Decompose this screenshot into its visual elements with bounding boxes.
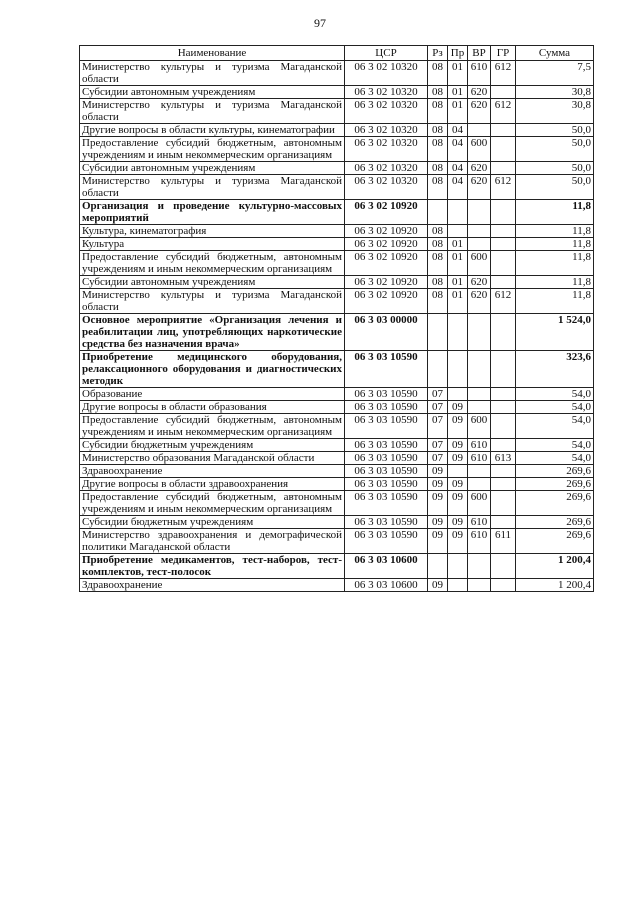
- row-sum: 11,8: [516, 225, 594, 238]
- row-gr: 611: [491, 529, 516, 554]
- table-row: [80, 478, 594, 491]
- row-pr: 09: [448, 414, 468, 439]
- row-vr: 600: [468, 251, 491, 276]
- row-name: Предоставление субсидий бюджетным, автономным учреждениям и иным некоммерческим организациям: [80, 491, 345, 516]
- row-gr: [491, 388, 516, 401]
- row-name: Министерство культуры и туризма Магаданской области: [80, 175, 345, 200]
- row-sum: 269,6: [516, 516, 594, 529]
- row-gr: [491, 491, 516, 516]
- table-row: [80, 200, 594, 225]
- budget-table: [79, 45, 594, 592]
- row-vr: 600: [468, 414, 491, 439]
- row-vr: 610: [468, 529, 491, 554]
- row-csr: 06 3 03 10590: [345, 439, 428, 452]
- row-pr: 01: [448, 251, 468, 276]
- row-vr: 610: [468, 439, 491, 452]
- row-gr: [491, 439, 516, 452]
- table-header-row: [80, 46, 594, 61]
- row-rz: 08: [428, 238, 448, 251]
- row-vr: 600: [468, 491, 491, 516]
- row-pr: 01: [448, 86, 468, 99]
- row-rz: [428, 314, 448, 351]
- row-vr: 620: [468, 99, 491, 124]
- row-sum: 30,8: [516, 86, 594, 99]
- row-pr: 01: [448, 289, 468, 314]
- row-sum: 11,8: [516, 251, 594, 276]
- row-sum: 11,8: [516, 289, 594, 314]
- row-sum: 1 200,4: [516, 554, 594, 579]
- row-vr: 610: [468, 516, 491, 529]
- row-gr: [491, 554, 516, 579]
- table-row: [80, 554, 594, 579]
- row-rz: 08: [428, 225, 448, 238]
- row-pr: 09: [448, 529, 468, 554]
- column-header-gr: ГР: [491, 46, 516, 61]
- table-row: [80, 401, 594, 414]
- row-name: Предоставление субсидий бюджетным, автономным учреждениям и иным некоммерческим организациям: [80, 251, 345, 276]
- table-row: [80, 314, 594, 351]
- table-row: [80, 276, 594, 289]
- column-header-csr: ЦСР: [345, 46, 428, 61]
- row-csr: 06 3 02 10320: [345, 175, 428, 200]
- row-sum: 50,0: [516, 124, 594, 137]
- row-vr: [468, 200, 491, 225]
- row-gr: [491, 314, 516, 351]
- row-csr: 06 3 02 10320: [345, 86, 428, 99]
- row-pr: 04: [448, 175, 468, 200]
- row-sum: 54,0: [516, 414, 594, 439]
- row-vr: [468, 238, 491, 251]
- row-pr: [448, 554, 468, 579]
- table-row: [80, 439, 594, 452]
- row-gr: [491, 351, 516, 388]
- table-row: [80, 289, 594, 314]
- row-rz: 08: [428, 137, 448, 162]
- row-pr: 01: [448, 99, 468, 124]
- table-row: [80, 175, 594, 200]
- row-csr: 06 3 03 10590: [345, 478, 428, 491]
- table-body: [80, 61, 594, 592]
- row-sum: 11,8: [516, 276, 594, 289]
- row-vr: [468, 465, 491, 478]
- row-name: Другие вопросы в области культуры, кинематографии: [80, 124, 345, 137]
- table-row: [80, 388, 594, 401]
- row-csr: 06 3 02 10320: [345, 99, 428, 124]
- row-rz: 08: [428, 276, 448, 289]
- row-rz: 09: [428, 491, 448, 516]
- column-header-rz: Рз: [428, 46, 448, 61]
- row-sum: 50,0: [516, 162, 594, 175]
- row-pr: 04: [448, 124, 468, 137]
- table-row: [80, 225, 594, 238]
- row-rz: 07: [428, 452, 448, 465]
- row-name: Субсидии бюджетным учреждениям: [80, 516, 345, 529]
- row-name: Министерство культуры и туризма Магаданской области: [80, 99, 345, 124]
- row-sum: 323,6: [516, 351, 594, 388]
- row-rz: [428, 554, 448, 579]
- row-vr: [468, 124, 491, 137]
- row-vr: 620: [468, 86, 491, 99]
- row-name: Субсидии автономным учреждениям: [80, 86, 345, 99]
- row-sum: 54,0: [516, 439, 594, 452]
- row-csr: 06 3 03 10590: [345, 414, 428, 439]
- row-vr: 620: [468, 276, 491, 289]
- row-sum: 269,6: [516, 491, 594, 516]
- row-gr: [491, 414, 516, 439]
- row-vr: 620: [468, 175, 491, 200]
- row-rz: 08: [428, 99, 448, 124]
- row-rz: 08: [428, 175, 448, 200]
- row-sum: 1 200,4: [516, 579, 594, 592]
- row-vr: [468, 579, 491, 592]
- row-pr: [448, 351, 468, 388]
- row-rz: 07: [428, 439, 448, 452]
- column-header-name: Наименование: [80, 46, 345, 61]
- row-sum: 269,6: [516, 529, 594, 554]
- row-pr: [448, 579, 468, 592]
- row-vr: 620: [468, 162, 491, 175]
- row-pr: [448, 225, 468, 238]
- row-name: Образование: [80, 388, 345, 401]
- row-rz: 08: [428, 61, 448, 86]
- row-rz: 09: [428, 478, 448, 491]
- row-gr: [491, 238, 516, 251]
- row-sum: 1 524,0: [516, 314, 594, 351]
- row-gr: [491, 86, 516, 99]
- row-vr: 610: [468, 452, 491, 465]
- row-csr: 06 3 03 10590: [345, 351, 428, 388]
- row-pr: 09: [448, 439, 468, 452]
- row-vr: [468, 401, 491, 414]
- row-name: Культура: [80, 238, 345, 251]
- row-sum: 269,6: [516, 465, 594, 478]
- row-vr: [468, 314, 491, 351]
- row-rz: [428, 200, 448, 225]
- row-name: Министерство образования Магаданской области: [80, 452, 345, 465]
- row-csr: 06 3 02 10320: [345, 162, 428, 175]
- row-gr: [491, 124, 516, 137]
- row-name: Субсидии бюджетным учреждениям: [80, 439, 345, 452]
- row-pr: 01: [448, 276, 468, 289]
- row-pr: 09: [448, 516, 468, 529]
- row-name: Министерство культуры и туризма Магаданской области: [80, 61, 345, 86]
- table-row: [80, 238, 594, 251]
- row-csr: 06 3 03 10590: [345, 388, 428, 401]
- row-csr: 06 3 03 10590: [345, 491, 428, 516]
- row-rz: 08: [428, 162, 448, 175]
- table-row: [80, 137, 594, 162]
- column-header-pr: Пр: [448, 46, 468, 61]
- row-csr: 06 3 03 10600: [345, 554, 428, 579]
- row-pr: 09: [448, 478, 468, 491]
- row-pr: 01: [448, 61, 468, 86]
- table-row: [80, 162, 594, 175]
- row-csr: 06 3 02 10920: [345, 289, 428, 314]
- row-pr: 04: [448, 162, 468, 175]
- row-gr: 613: [491, 452, 516, 465]
- row-sum: 54,0: [516, 401, 594, 414]
- row-gr: [491, 137, 516, 162]
- column-header-sum: Сумма: [516, 46, 594, 61]
- row-pr: 01: [448, 238, 468, 251]
- table-row: [80, 124, 594, 137]
- row-rz: 07: [428, 401, 448, 414]
- table-row: [80, 251, 594, 276]
- column-header-vr: ВР: [468, 46, 491, 61]
- row-vr: [468, 554, 491, 579]
- row-csr: 06 3 03 10600: [345, 579, 428, 592]
- row-csr: 06 3 02 10320: [345, 124, 428, 137]
- row-sum: 54,0: [516, 452, 594, 465]
- row-gr: [491, 579, 516, 592]
- row-csr: 06 3 02 10920: [345, 225, 428, 238]
- row-name: Субсидии автономным учреждениям: [80, 162, 345, 175]
- row-gr: [491, 516, 516, 529]
- table-row: [80, 579, 594, 592]
- page-number: 97: [314, 16, 326, 30]
- row-pr: 04: [448, 137, 468, 162]
- row-gr: [491, 401, 516, 414]
- row-csr: 06 3 03 10590: [345, 516, 428, 529]
- row-name: Здравоохранение: [80, 579, 345, 592]
- row-sum: 269,6: [516, 478, 594, 491]
- row-rz: 07: [428, 414, 448, 439]
- row-rz: 09: [428, 579, 448, 592]
- row-rz: 09: [428, 465, 448, 478]
- row-vr: [468, 225, 491, 238]
- row-name: Предоставление субсидий бюджетным, автономным учреждениям и иным некоммерческим организациям: [80, 137, 345, 162]
- row-name: Здравоохранение: [80, 465, 345, 478]
- table-row: [80, 99, 594, 124]
- row-name: Министерство здравоохранения и демографической политики Магаданской области: [80, 529, 345, 554]
- row-gr: [491, 162, 516, 175]
- row-csr: 06 3 02 10920: [345, 238, 428, 251]
- row-gr: 612: [491, 99, 516, 124]
- row-name: Приобретение медикаментов, тест-наборов, тест-комплектов, тест-полосок: [80, 554, 345, 579]
- row-name: Основное мероприятие «Организация лечения и реабилитации лиц, употребляющих наркотические средства без назначения врача»: [80, 314, 345, 351]
- row-name: Предоставление субсидий бюджетным, автономным учреждениям и иным некоммерческим организациям: [80, 414, 345, 439]
- row-name: Министерство культуры и туризма Магаданской области: [80, 289, 345, 314]
- row-csr: 06 3 03 10590: [345, 529, 428, 554]
- row-sum: 30,8: [516, 99, 594, 124]
- row-name: Субсидии автономным учреждениям: [80, 276, 345, 289]
- table-row: [80, 491, 594, 516]
- table-row: [80, 465, 594, 478]
- row-csr: 06 3 03 10590: [345, 401, 428, 414]
- row-gr: [491, 276, 516, 289]
- row-vr: 610: [468, 61, 491, 86]
- row-rz: 08: [428, 86, 448, 99]
- row-csr: 06 3 02 10920: [345, 251, 428, 276]
- row-pr: 09: [448, 452, 468, 465]
- row-vr: [468, 351, 491, 388]
- row-gr: [491, 225, 516, 238]
- row-name: Приобретение медицинского оборудования, релаксационного оборудования и диагностических методик: [80, 351, 345, 388]
- row-csr: 06 3 03 10590: [345, 465, 428, 478]
- row-pr: 09: [448, 491, 468, 516]
- row-gr: 612: [491, 61, 516, 86]
- row-sum: 50,0: [516, 175, 594, 200]
- table-row: [80, 414, 594, 439]
- row-sum: 7,5: [516, 61, 594, 86]
- row-pr: [448, 388, 468, 401]
- row-vr: 620: [468, 289, 491, 314]
- row-gr: [491, 465, 516, 478]
- row-name: Культура, кинематография: [80, 225, 345, 238]
- table-row: [80, 61, 594, 86]
- row-rz: 09: [428, 529, 448, 554]
- row-gr: [491, 200, 516, 225]
- row-name: Другие вопросы в области образования: [80, 401, 345, 414]
- row-vr: [468, 388, 491, 401]
- row-gr: 612: [491, 289, 516, 314]
- row-gr: [491, 251, 516, 276]
- row-sum: 54,0: [516, 388, 594, 401]
- row-name: Организация и проведение культурно-массовых мероприятий: [80, 200, 345, 225]
- table-row: [80, 516, 594, 529]
- row-rz: 08: [428, 289, 448, 314]
- row-gr: 612: [491, 175, 516, 200]
- row-pr: [448, 200, 468, 225]
- row-pr: [448, 314, 468, 351]
- row-csr: 06 3 02 10920: [345, 200, 428, 225]
- row-sum: 11,8: [516, 200, 594, 225]
- table-row: [80, 351, 594, 388]
- row-csr: 06 3 03 00000: [345, 314, 428, 351]
- row-csr: 06 3 02 10320: [345, 61, 428, 86]
- row-sum: 11,8: [516, 238, 594, 251]
- row-rz: 08: [428, 124, 448, 137]
- table-row: [80, 529, 594, 554]
- row-sum: 50,0: [516, 137, 594, 162]
- row-vr: 600: [468, 137, 491, 162]
- row-csr: 06 3 02 10920: [345, 276, 428, 289]
- row-gr: [491, 478, 516, 491]
- table-row: [80, 86, 594, 99]
- row-vr: [468, 478, 491, 491]
- row-rz: 08: [428, 251, 448, 276]
- row-csr: 06 3 03 10590: [345, 452, 428, 465]
- row-rz: 07: [428, 388, 448, 401]
- row-pr: 09: [448, 401, 468, 414]
- row-rz: [428, 351, 448, 388]
- row-pr: [448, 465, 468, 478]
- row-csr: 06 3 02 10320: [345, 137, 428, 162]
- row-rz: 09: [428, 516, 448, 529]
- table-row: [80, 452, 594, 465]
- row-name: Другие вопросы в области здравоохранения: [80, 478, 345, 491]
